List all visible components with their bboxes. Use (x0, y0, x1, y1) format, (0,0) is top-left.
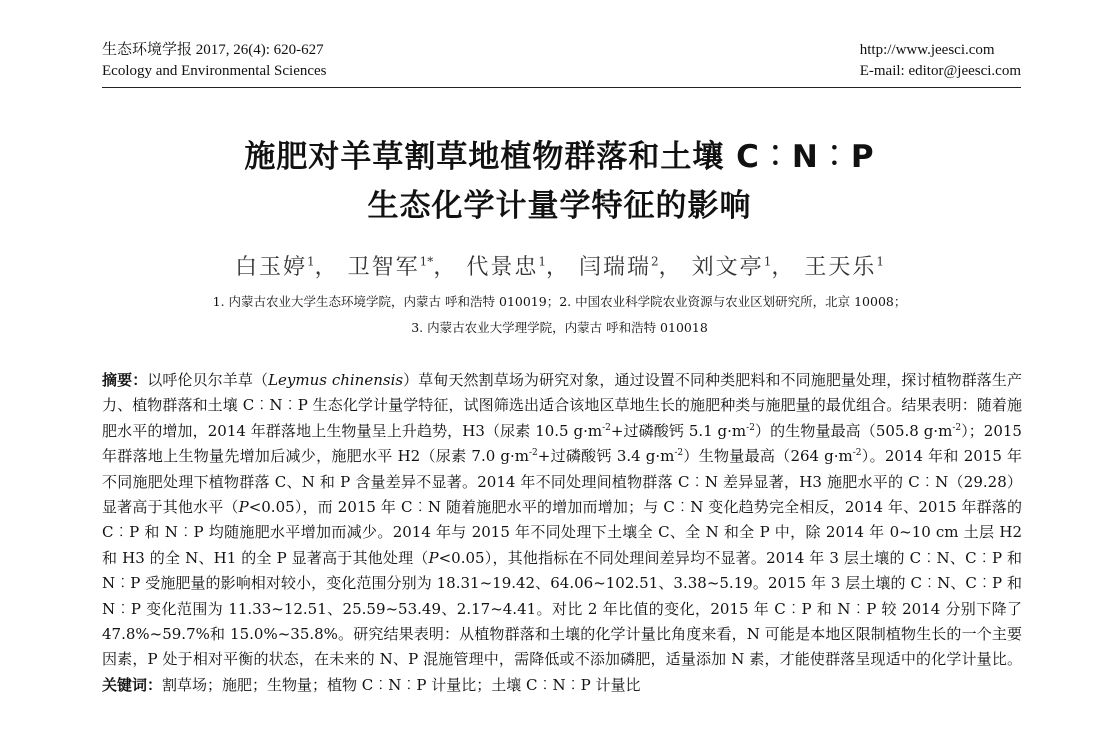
author-list: 白玉婷$^1$， 卫智军$^{1*}$， 代景忠$^1$， 闫瑞瑞$^2$， 刘文亭$^1$， 王天乐$^1$ (234, 254, 884, 280)
journal-header (102, 40, 1021, 88)
header-left (102, 40, 327, 82)
affiliation-line2: 3. 内蒙古农业大学理学院，内蒙古 呼和浩特 010018 (411, 320, 708, 335)
author: 刘文亭$^1$ (691, 254, 772, 280)
author: 王天乐$^1$ (804, 254, 884, 280)
affiliation-line1: 1. 内蒙古农业大学生态环境学院，内蒙古 呼和浩特 010019；2. 中国农业科学院农业资源与农业区划研究所，北京 10008； (212, 294, 907, 309)
header-right (860, 40, 1021, 82)
paper-title-line1: 施肥对羊草割草地植物群落和土壤 C︰N︰P (244, 139, 875, 175)
keywords-label: 关键词： (102, 675, 163, 694)
journal-name-en: Ecology and Environmental Sciences (102, 63, 327, 79)
author: 代景忠$^1$ (466, 254, 546, 280)
journal-url[interactable]: http://www.jeesci.com (859, 42, 995, 58)
journal-email[interactable]: E-mail: editor@jeesci.com (859, 63, 1021, 79)
header-rule (102, 87, 1021, 88)
author: 卫智军$^{1*}$ (347, 254, 434, 280)
species-name: Leymus chinensis (268, 371, 404, 389)
abstract-label: 摘要： (102, 371, 148, 389)
journal-name-cn: 生态环境学报 2017, 26(4): 620-627 (102, 42, 324, 58)
author: 闫瑞瑞$^2$ (579, 254, 659, 280)
author: 白玉婷$^1$ (234, 254, 315, 280)
abstract: 摘要：以呼伦贝尔羊草（Leymus chinensis）草甸天然割草场为研究对象，通过设置不同种类肥料和不同施肥量处理，探讨植物群落生产力、植物群落和土壤 C︰N︰P 生态化学计量学特征，试图筛选出适合该地区草地生长的施肥种类与施肥量的最优组合。结果表明：随着施肥水平的增加，2014 年群落地上生物量呈上升趋势，H3（尿素 10.5 $g\cdot m^{-2}+$过磷酸钙 5.1 $g\cdot m^{-2}$）的生物量最高（505.8 $g\cdot m^{-2}$）；2015 年群落地上生物量先增加后减少，施肥水平 H2（尿素 7.0 $g\cdot m^{-2}+$过磷酸钙 3.4 $g\cdot m^{-2}$）生物量最高（264 $g\cdot m^{-2}$）。2014 年和 2015 年不同施肥处理下植物群落 C、N 和 P 含量差异不显著。2014 年不同处理间植物群落 C︰N 差异显著，H3 施肥水平的 C︰N（29.28）显著高于其他水平（P<0.05），而 2015 年 C︰N 随着施肥水平的增加而增加；与 C︰N 变化趋势完全相反，2014 年、2015 年群落的 C︰P 和 N︰P 均随施肥水平增加而减少。2014 年与 2015 年不同处理下土壤全 C、全 N 和全 P 中，除 2014 年 0~10 cm 土层 H2 和 H3 的全 N、H1 的全 P 显著高于其他处理（P<0.05），其他指标在不同处理间差异均不显著。2014 年 3 层土壤的 C︰N、C︰P 和 N︰P 受施肥量的影响相对较小，变化范围分别为 18.31~19.42、64.06~102.51、3.38~5.19。2015 年 3 层土壤的 C︰N、C︰P 和 N︰P 变化范围为 11.33~12.51、25.59~53.49、2.17~4.41。对比 2 年比值的变化，2015 年 C︰P 和 N︰P 较 2014 分别下降了 47.8%~59.7%和 15.0%~35.8%。研究结果表明：从植物群落和土壤的化学计量比角度来看，N 可能是本地区限制植物生长的一个主要因素，P 处于相对平衡的状态，在未来的 N、P 混施管理中，需降低或不添加磷肥，适量添加 N 素，才能使群落呈现适中的化学计量比。关键词：割草场；施肥；生物量；植物 C︰N︰P 计量比；土壤 C︰N︰P 计量比 (102, 371, 1023, 694)
keywords: 割草场；施肥；生物量；植物 C︰N︰P 计量比；土壤 C︰N︰P 计量比 (162, 675, 641, 694)
paper-title-line2: 生态化学计量学特征的影响 (367, 188, 752, 224)
